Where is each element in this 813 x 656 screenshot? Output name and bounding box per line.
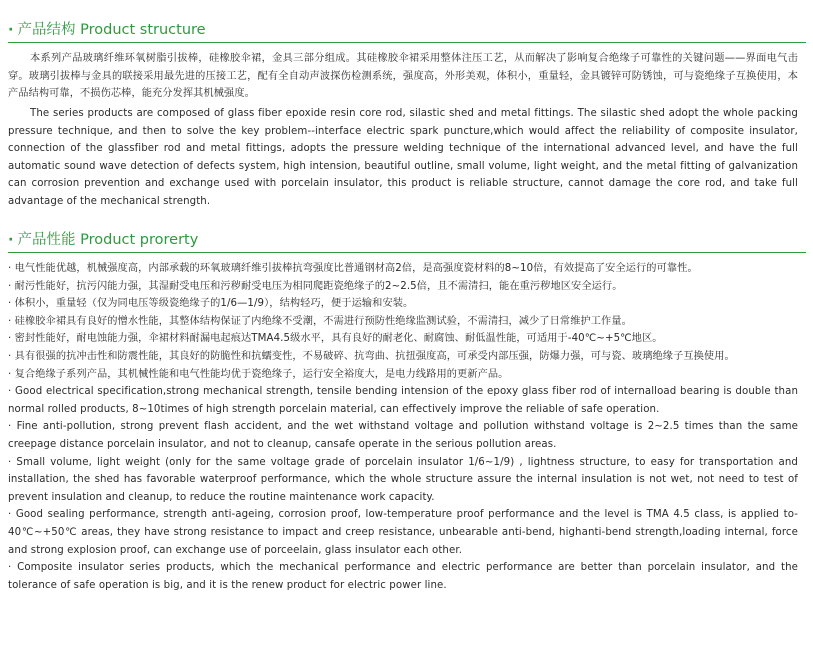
structure-paragraph-en: The series products are composed of glass fiber epoxide resin core rod, silastic shed and metal fittings. The silastic shed adopt the whole packing pressure technique, and then to solve the key problem--interface electric spark puncture,which would affect the reliability of composite insulator, connection of the glassfiber rod and metal fittings, adopts the pressure welding technique of the international advanced level, and have the full automatic sound wave detection of defects system, high intension, beautiful outline, small volume, light weight, and the metal fitting of galvanization can corrosion prevention and exchange used with porcelain insulator, this product is reliable structure, cannot damage the core rod, and take full advantage of the mechanical strength. (8, 108, 798, 207)
list-item: · Small volume, light weight (only for the same voltage grade of porcelain insulator 1/6~1/9) , lightness structure, to easy for transportation and installation, the shed has favorable waterproof performance, which the whole structure assure the internal insulation is not wet, not need to test of prevent insulation and cleanup, to reduce the routine maintenance work capacity. (8, 456, 798, 503)
heading-bullet: · (8, 22, 14, 38)
heading-title: 产品性能 Product prorerty (17, 232, 199, 248)
list-item: · 复合绝缘子系列产品，其机械性能和电气性能均优于瓷绝缘子，运行安全裕度大，是电力线路用的更新产品。 (8, 368, 509, 380)
list-item: · Composite insulator series products, which the mechanical performance and electric performance are better than porcelain insulator, and the tolerance of safe operation is big, and it is the renew product for electric power line. (8, 562, 798, 591)
list-item: · Good electrical specification,strong mechanical strength, tensile bending intension of the epoxy glass fiber rod of internalload bearing is double than normal rolled products, 8~10times of high strength porcelain material, can effectively improve the reliable of safe operation. (8, 386, 798, 415)
list-item: · 密封性能好，耐电蚀能力强，伞裙材料耐漏电起痕达TMA4.5级水平，具有良好的耐老化、耐腐蚀、耐低温性能，可适用于-40℃~+5℃地区。 (8, 333, 663, 345)
section-heading-property (8, 230, 813, 250)
list-item: · Good sealing performance, strength anti-ageing, corrosion proof, low-temperature proof performance and the level is TMA 4.5 class, is applied to-40℃~+50℃ areas, they have strong resistance to impact and creep resistance, unbearable anti-bend, highanti-bend strength,loading internal, force and strong explosion proof, can exchange use of porceelain, glass insulator each other. (8, 509, 798, 556)
list-item: · 体积小，重量轻（仅为同电压等级瓷绝缘子的1/6—1/9），结构轻巧，便于运输和安装。 (8, 298, 414, 310)
list-item: · 电气性能优越，机械强度高，内部承载的环氧玻璃纤维引拔棒抗弯强度比普通钢材高2倍，是高强度瓷材料的8~10倍，有效提高了安全运行的可靠性。 (8, 263, 698, 274)
heading-underline (8, 42, 806, 43)
section-heading-structure (8, 20, 813, 40)
heading-underline (8, 252, 806, 253)
structure-paragraph-cn: 本系列产品玻璃纤维环氧树脂引拔棒，硅橡胶伞裙，金具三部分组成。其硅橡胶伞裙采用整体注压工艺，从而解决了影响复合绝缘子可靠性的关键问题——界面电气击穿。玻璃引拔棒与金具的联接采用最先进的压接工艺，配有全自动声波探伤检测系统，强度高，外形美观，体积小，重量轻，金具镀锌可防锈蚀，可与瓷绝缘子互换使用，本产品结构可靠，不损伤芯棒，能充分发挥其机械强度。 (8, 53, 798, 100)
heading-bullet: · (8, 232, 14, 248)
list-item: · 硅橡胶伞裙具有良好的憎水性能，其整体结构保证了内绝缘不受潮，不需进行预防性绝缘监测试验，不需清扫，减少了日常维护工作量。 (8, 315, 632, 327)
list-item: · 具有很强的抗冲击性和防震性能，其良好的防脆性和抗蠕变性，不易破碎、抗弯曲、抗扭强度高，可承受内部压强，防爆力强，可与瓷、玻璃绝缘子互换使用。 (8, 350, 735, 362)
list-item: · 耐污性能好，抗污闪能力强，其湿耐受电压和污秽耐受电压为相同爬距瓷绝缘子的2~2.5倍，且不需清扫，能在重污秽地区安全运行。 (8, 280, 623, 292)
list-item: · Fine anti-pollution, strong prevent flash accident, and the wet withstand voltage and pollution withstand voltage is 2~2.5 times than the same creepage distance porcelain insulator, and not to cleanup, cansafe operate in the serious pollution areas. (8, 421, 798, 450)
heading-title: 产品结构 Product structure (17, 22, 206, 38)
property-list (8, 260, 798, 594)
